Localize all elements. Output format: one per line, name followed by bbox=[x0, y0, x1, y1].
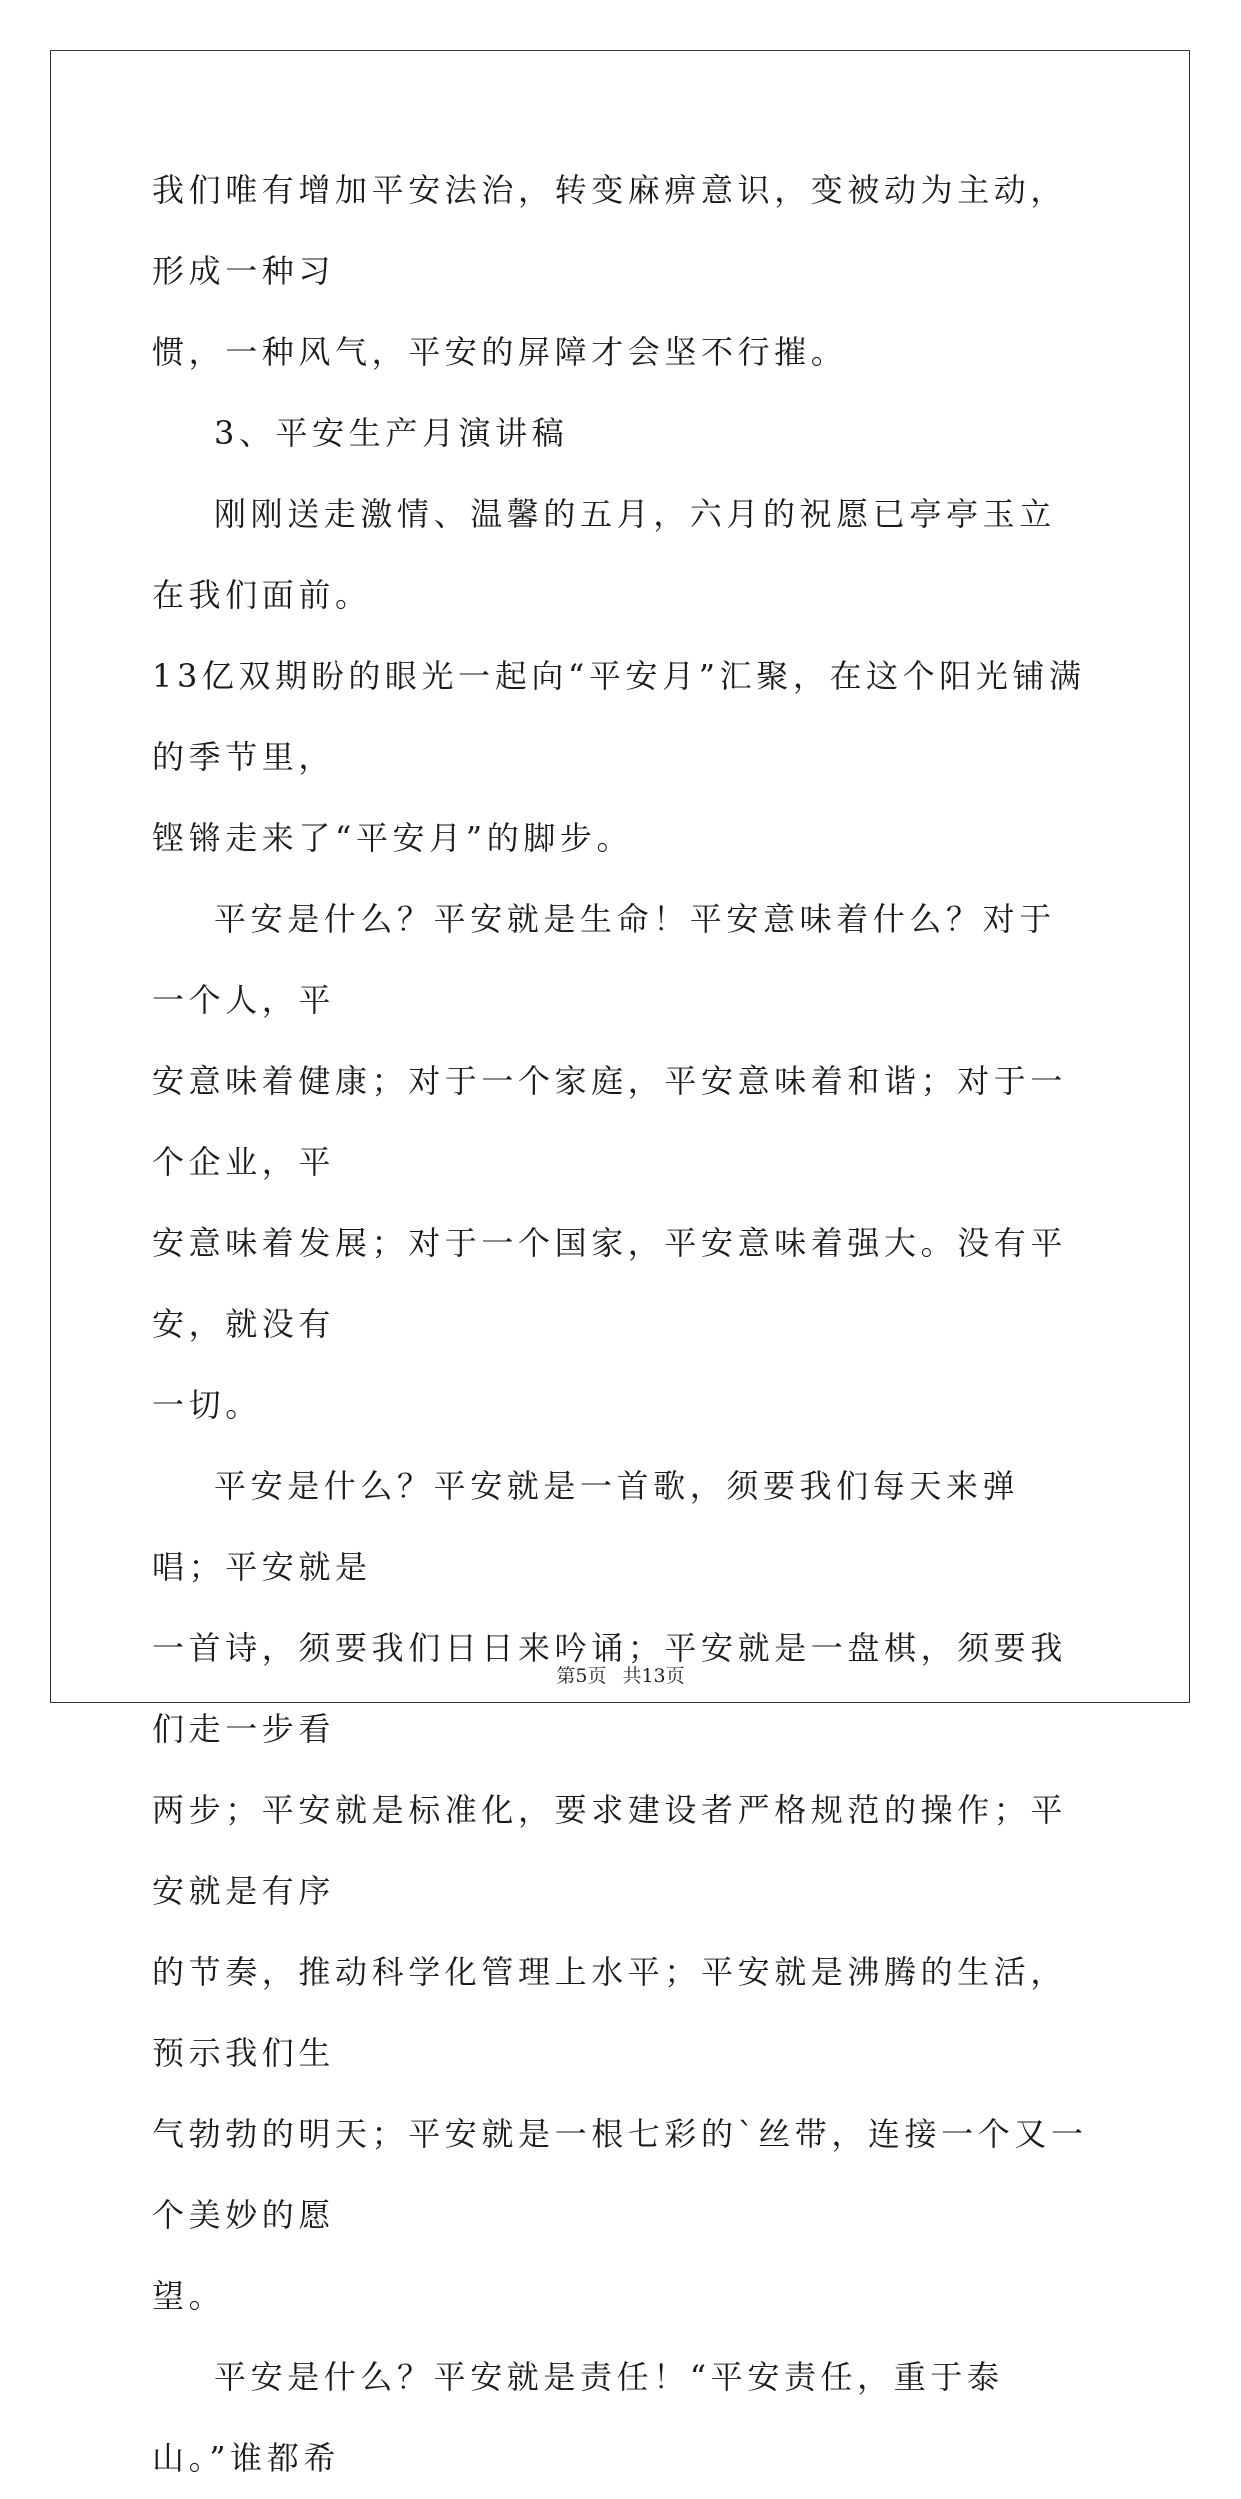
page-total: 共13页 bbox=[622, 1665, 685, 1687]
text-line: 平安是什么？平安就是责任！“平安责任，重于泰山。”谁都希 bbox=[152, 2358, 1004, 2477]
text-line: 3、平安生产月演讲稿 bbox=[214, 414, 569, 452]
page-footer bbox=[0, 1664, 1241, 1688]
paragraph bbox=[152, 2337, 1092, 2499]
document-body bbox=[152, 150, 1092, 2499]
paragraph bbox=[152, 879, 1092, 1446]
section-heading bbox=[152, 393, 1092, 474]
text-line: 安意味着发展；对于一个国家，平安意味着强大。没有平安，就没有 bbox=[152, 1224, 1068, 1343]
text-line: 安意味着健康；对于一个家庭，平安意味着和谐；对于一个企业，平 bbox=[152, 1062, 1068, 1181]
paragraph bbox=[152, 1446, 1092, 2337]
text-line: 平安是什么？平安就是一首歌，须要我们每天来弹唱；平安就是 bbox=[152, 1467, 1020, 1586]
paragraph bbox=[152, 150, 1092, 393]
text-line: 平安是什么？平安就是生命！平安意味着什么？对于一个人，平 bbox=[152, 900, 1056, 1019]
text-line: 我们唯有增加平安法治，转变麻痹意识，变被动为主动，形成一种习 bbox=[152, 171, 1068, 290]
text-line: 一首诗，须要我们日日来吟诵；平安就是一盘棋，须要我们走一步看 bbox=[152, 1629, 1068, 1748]
text-line: 铿锵走来了“平安月”的脚步。 bbox=[152, 819, 634, 857]
text-line: 望。 bbox=[152, 2277, 226, 2315]
text-line: 惯，一种风气，平安的屏障才会坚不行摧。 bbox=[152, 333, 848, 371]
text-line: 的节奏，推动科学化管理上水平；平安就是沸腾的生活，预示我们生 bbox=[152, 1953, 1068, 2072]
text-line: 刚刚送走激情、温馨的五月，六月的祝愿已亭亭玉立在我们面前。 bbox=[152, 495, 1056, 614]
text-line: 一切。 bbox=[152, 1386, 262, 1424]
text-line: 13亿双期盼的眼光一起向“平安月”汇聚，在这个阳光铺满的季节里， bbox=[152, 657, 1086, 776]
page-number: 第5页 bbox=[556, 1665, 607, 1687]
text-line: 两步；平安就是标准化，要求建设者严格规范的操作；平安就是有序 bbox=[152, 1791, 1068, 1910]
text-line: 气勃勃的明天；平安就是一根七彩的`丝带，连接一个又一个美妙的愿 bbox=[152, 2115, 1088, 2234]
paragraph bbox=[152, 474, 1092, 879]
